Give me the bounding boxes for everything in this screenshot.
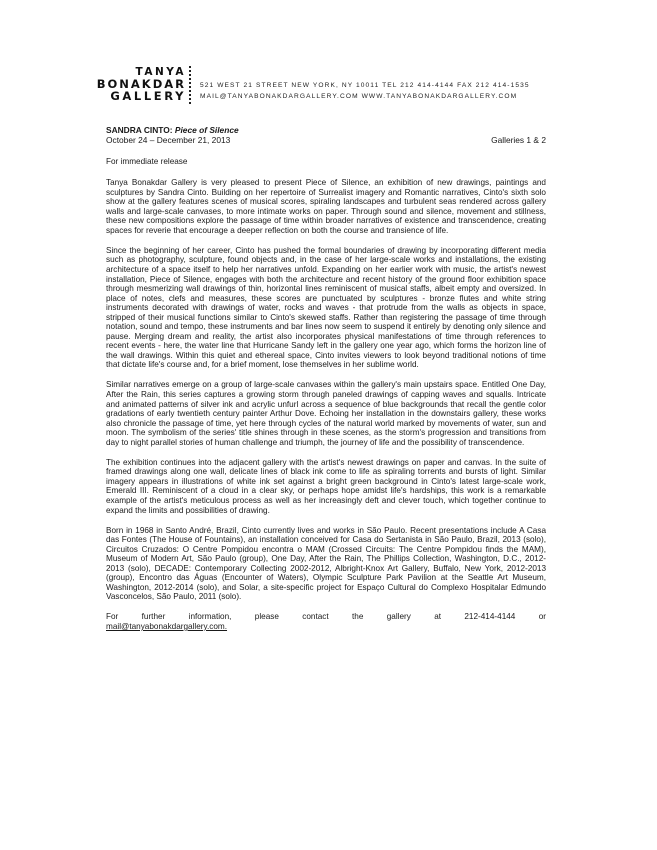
closing-contact: For further information, please contact the gallery at 212-414-4144 or bbox=[106, 612, 546, 622]
logo-line-gallery: GALLERY bbox=[110, 89, 186, 103]
gallery-email-link[interactable]: mail@tanyabonakdargallery.com. bbox=[106, 622, 228, 632]
paragraph-adjacent-gallery: The exhibition continues into the adjacent gallery with the artist's newest drawings on paper and canvas. In the suite of framed drawings along one wall, delicate lines of black ink come to life as spiraling torrents and bursts of light. Similar imagery appears in illustrations of white ink set against a bright green background in Cinto's latest large-scale work, Emerald III. Reminiscent of a cloud in a clear sky, or perhaps hope amidst life's hardships, this work is a remarkable example of the artist's meticulous process as well as her increasingly deft and clever touch, which together continue to expand the limits and possibilities of drawing. bbox=[106, 457, 546, 515]
gallery-email-web: MAIL@TANYABONAKDARGALLERY.COM WWW.TANYABONAKDARGALLERY.COM bbox=[200, 93, 518, 100]
logo-line-bonakdar: BONAKDAR bbox=[96, 77, 186, 91]
paragraph-career: Since the beginning of her career, Cinto has pushed the formal boundaries of drawing by incorporating different media such as photography, sculpture, found objects and, in the case of her large-scale works and installations, the existing architecture of a space itself to help her narratives unfold. Expanding on her earlier work with music, the artist's newest installation, Piece of Silence, engages with both the architecture and recent history of the ground floor exhibition space through mesmerizing wall drawings of thin, horizontal lines reminiscent of musical staffs, albeit empty and oversized. In place of notes, clefs and measures, these scores are punctuated by sculptures - bronze flutes and white string instruments decorated with drawings of water, rocks and waves - that protrude from the walls as objects in space, stripped of their musical functions similar to Cinto's skewed staffs. Rather than registering the passage of time through notation, sound and tempo, these instruments and bar lines now seem to suspend it entirely by denoting only silence and pause. Merging dream and reality, the artist also incorporates physical manifestations of time through references to recent events - here, the water line that Hurricane Sandy left in the gallery one year ago, which forms the horizon line of the wall drawings. Within this quiet and ethereal space, Cinto invites viewers to look beyond traditional notions of time that dictate life's course and, for a brief moment, lose themselves in her sublime world. bbox=[106, 245, 546, 370]
paragraph-intro: Tanya Bonakdar Gallery is very pleased to present Piece of Silence, an exhibition of new drawings, paintings and sculptures by Sandra Cinto. Building on her repertoire of Surrealist imagery and Romantic narratives, Cinto's sixth solo show at the gallery features scenes of musical scores, spiraling landscapes and turbulent seas rendered across gallery walls and large-scale canvases, to more intimate works on paper. Through sound and silence, movement and stillness, these new compositions explore the passage of time within broader narratives of existence and transcendence, creating spaces for reverie that encourage a deeper reflection on both the course and transience of life. bbox=[106, 178, 546, 235]
show-title: Piece of Silence bbox=[174, 125, 239, 135]
show-dates: October 24 – December 21, 2013 bbox=[106, 134, 231, 145]
release-note: For immediate release bbox=[106, 156, 188, 166]
title-block bbox=[106, 126, 546, 146]
press-release-body bbox=[106, 126, 546, 632]
gallery-address: 521 WEST 21 STREET NEW YORK, NY 10011 TEL 212 414-4144 FAX 212 414-1535 bbox=[200, 82, 530, 89]
header-divider bbox=[189, 66, 193, 104]
letterhead-contact bbox=[200, 80, 530, 102]
paragraph-biography: Born in 1968 in Santo André, Brazil, Cinto currently lives and works in São Paulo. Recent presentations include A Casa das Fontes (The House of Fountains), an installation conceived for Casa do Sertanista in São Paulo, Brazil, 2013 (solo), Circuitos Cruzados: O Centre Pompidou encontra o MAM (Crossed Circuits: The Centre Pompidou finds the MAM), Museum of Modern Art, São Paulo (group), One Day, After the Rain, The Phillips Collection, Washington, D.C., 2012-2013 (solo), DECADE: Contemporary Collecting 2002-2012, Albright-Knox Art Gallery, Buffalo, New York, 2012-2013 (group), Encontro das Águas (Encounter of Waters), Olympic Sculpture Park Pavilion at the Seattle Art Museum, Washington, 2012-2014 (solo), and Solar, a site-specific project for Espaço Cultural do Complexo Hospitalar Edmundo Vasconcelos, São Paulo, 2011 (solo). bbox=[106, 525, 546, 602]
gallery-logo bbox=[86, 66, 186, 102]
artist-name: SANDRA CINTO: bbox=[106, 125, 173, 135]
galleries-label: Galleries 1 & 2 bbox=[491, 135, 546, 145]
logo-line-tanya: TANYA bbox=[135, 66, 186, 78]
paragraph-canvases: Similar narratives emerge on a group of large-scale canvases within the gallery's main upstairs space. Entitled One Day, After the Rain, this series captures a growing storm through paneled drawings of capping waves and squalls. Intricate and animated patterns of silver ink and acrylic unfurl across a sequence of blue backgrounds that recall the gentle color gradations of early twentieth century painter Arthur Dove. Echoing her installation in the downstairs gallery, these works also chronicle the passage of time, yet here through cycles of the natural world marked by movements of water, sun and moon. The symbolism of the series' title shines through in these scenes, as the storm's progression and transitions from day to night parallel stories of human challenge and triumph, the journey of life and the possibility of transcendence. bbox=[106, 380, 546, 447]
